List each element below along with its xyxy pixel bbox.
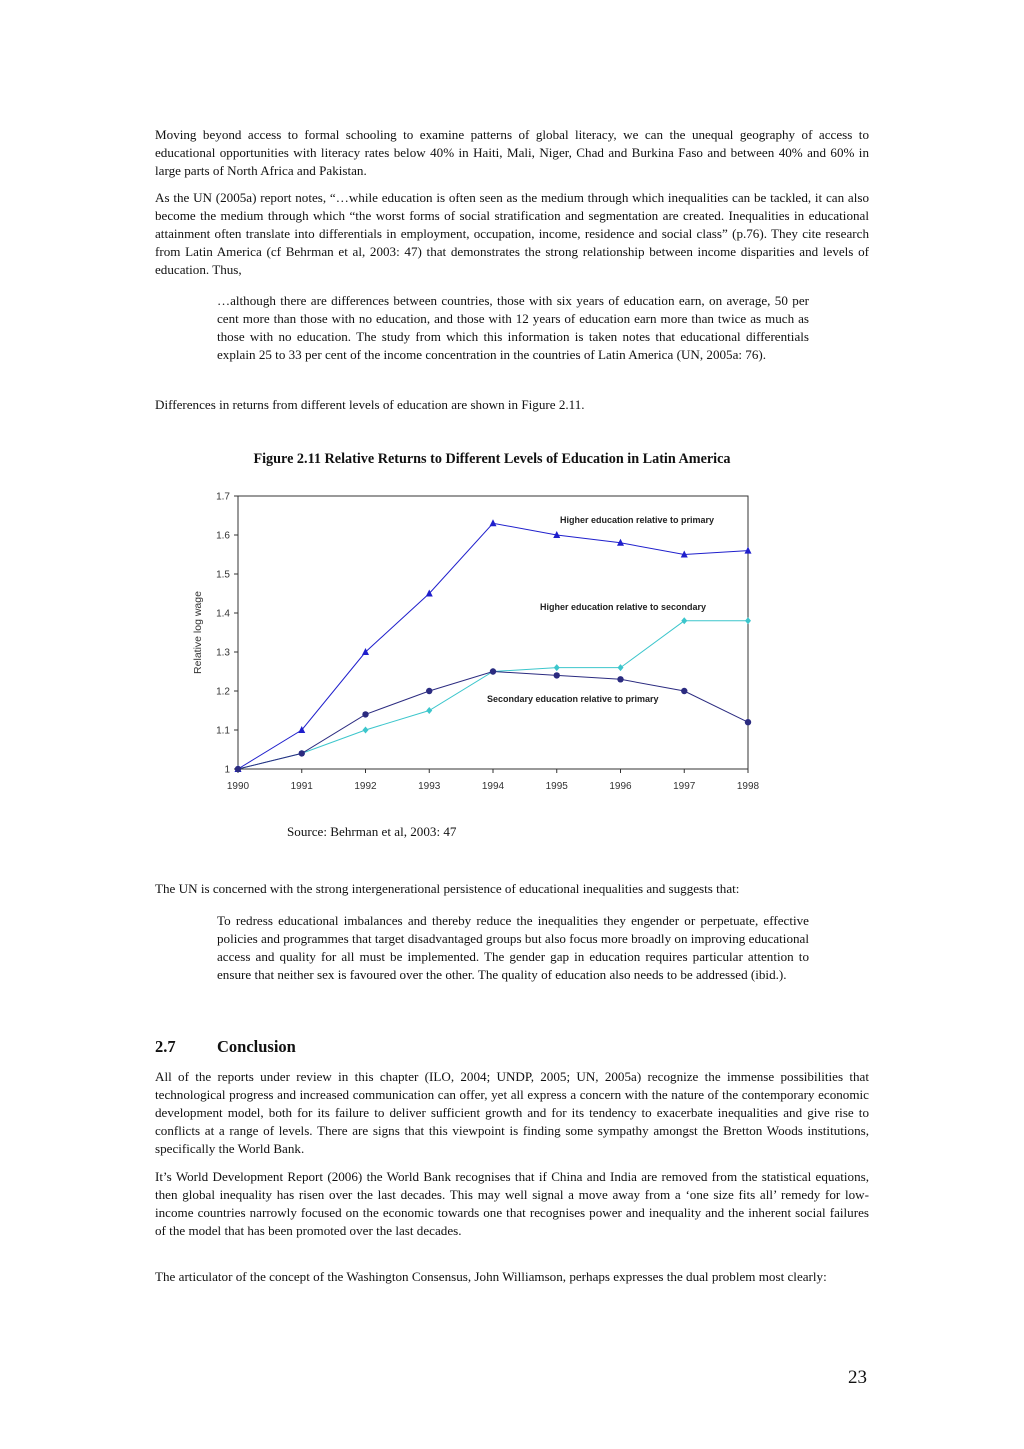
data-point	[490, 668, 496, 674]
paragraph-literacy: Moving beyond access to formal schooling to examine patterns of global literacy, we can the unequal geography of access to educational opportunities with literacy rates below 40% in Haiti, Mali, Niger, Chad and Burkina Faso and between 40% and 60% in large parts of North Africa and Pakistan.	[155, 127, 869, 178]
data-point	[554, 664, 560, 671]
series-label: Secondary education relative to primary	[487, 694, 659, 704]
x-tick-label: 1992	[354, 781, 377, 792]
data-point	[363, 727, 369, 734]
y-tick-label: 1.4	[216, 608, 230, 620]
series-label: Higher education relative to primary	[560, 515, 715, 525]
data-point	[554, 672, 560, 678]
section-heading	[155, 1037, 296, 1057]
data-point	[362, 648, 369, 655]
y-tick-label: 1.6	[216, 530, 230, 542]
data-point	[235, 766, 241, 772]
x-tick-label: 1994	[481, 781, 505, 792]
paragraph-intergenerational: The UN is concerned with the strong intergenerational persistence of educational inequalities and suggests that:	[155, 881, 740, 896]
x-tick-label: 1991	[290, 781, 313, 792]
paragraph-un-report: As the UN (2005a) report notes, “…while education is often seen as the medium through which inequalities can be tackled, it can also become the medium through which “the worst forms of social stratification and segmentation are created. Inequalities in educational attainment often translate into differentials in employment, occupation, income, residence and social class” (p.76). They cite research from Latin America (cf Behrman et al, 2003: 47) that demonstrates the strong relationship between income disparities and levels of education. Thus,	[155, 190, 869, 277]
paragraph-world-bank: It’s World Development Report (2006) the World Bank recognises that if China and India are removed from the statistical equations, then global inequality has risen over the last decades. This may well signal a move away from a ‘one size fits all’ remedy for low-income countries narrowly focused on the economic towards one that recognises power and inequality and the inherent social failures of the model that has been promoted over the last decades.	[155, 1169, 869, 1238]
plot-frame	[238, 496, 748, 769]
line-chart	[180, 484, 780, 804]
data-point	[617, 676, 623, 682]
x-tick-label: 1997	[673, 781, 696, 792]
data-point	[745, 719, 751, 725]
section-number: 2.7	[155, 1037, 176, 1056]
x-tick-label: 1998	[736, 781, 760, 792]
y-axis-label: Relative log wage	[192, 591, 204, 674]
data-point	[426, 707, 432, 714]
paragraph-williamson: The articulator of the concept of the Washington Consensus, John Williamson, perhaps expresses the dual problem most clearly:	[155, 1269, 827, 1284]
y-tick-label: 1.3	[216, 647, 230, 659]
y-tick-label: 1.7	[216, 491, 230, 503]
data-point	[362, 711, 368, 717]
y-tick-label: 1.1	[216, 725, 230, 737]
series-line	[238, 672, 748, 770]
data-point	[618, 664, 624, 671]
y-tick-label: 1.5	[216, 569, 230, 581]
section-title: Conclusion	[217, 1037, 296, 1056]
series-label: Higher education relative to secondary	[540, 602, 707, 612]
block-quote-earnings: …although there are differences between countries, those with six years of education earn, on average, 50 per cent more than those with no education, and those with 12 years of education earn more than twice as much as those with no education. The study from which this information is taken notes that educational differentials explain 25 to 33 per cent of the income concentration in the countries of Latin America (UN, 2005a: 76).	[217, 293, 809, 362]
series-line	[238, 523, 748, 769]
figure-title: Figure 2.11 Relative Returns to Different Levels of Education in Latin America	[253, 451, 731, 467]
y-tick-label: 1.2	[216, 686, 230, 698]
data-point	[745, 617, 751, 624]
data-point	[745, 547, 752, 554]
x-tick-label: 1995	[545, 781, 568, 792]
data-point	[681, 617, 687, 624]
x-tick-label: 1993	[418, 781, 441, 792]
data-point	[681, 688, 687, 694]
x-tick-label: 1996	[609, 781, 632, 792]
y-tick-label: 1	[224, 764, 230, 776]
data-point	[299, 750, 305, 756]
x-tick-label: 1990	[226, 781, 250, 792]
figure-source: Source: Behrman et al, 2003: 47	[287, 824, 457, 839]
paragraph-figure-intro: Differences in returns from different levels of education are shown in Figure 2.11.	[155, 397, 585, 412]
page-number: 23	[848, 1367, 867, 1388]
data-point	[490, 519, 497, 526]
block-quote-redress: To redress educational imbalances and thereby reduce the inequalities they engender or perpetuate, effective policies and programmes that target disadvantaged groups but also focus more broadly on improving educational access and quality for all must be implemented. The gender gap in education requires particular attention to ensure that neither sex is favoured over the other. The quality of education also needs to be addressed (ibid.).	[217, 913, 809, 982]
data-point	[426, 688, 432, 694]
paragraph-conclusion-reports: All of the reports under review in this chapter (ILO, 2004; UNDP, 2005; UN, 2005a) recognize the immense possibilities that technological progress and increased communication can offer, yet all express a concern with the nature of the contemporary economic development model, both for its failure to deliver sufficient growth and for its tendency to exacerbate inequalities and give rise to conflicts at a range of levels. There are signs that this viewpoint is finding some sympathy amongst the Bretton Woods institutions, specifically the World Bank.	[155, 1069, 869, 1156]
